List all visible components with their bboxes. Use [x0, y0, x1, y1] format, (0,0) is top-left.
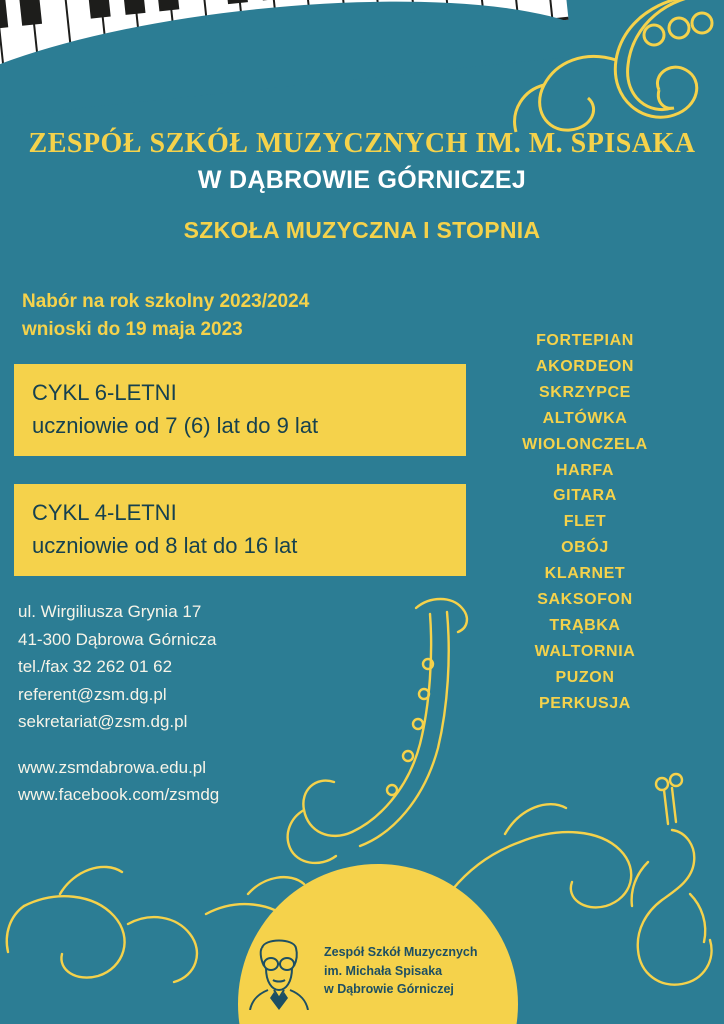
instrument-item: ALTÓWKA	[542, 409, 628, 427]
instrument-item: HARFA	[555, 461, 615, 479]
instrument-item: WALTORNIA	[534, 642, 636, 660]
instrument-item: PUZON	[555, 668, 615, 686]
cycle-box-6-year	[14, 364, 466, 456]
instrument-item: AKORDEON	[535, 357, 635, 375]
contact-email-sekretariat[interactable]: sekretariat@zsm.dg.pl	[18, 712, 188, 732]
recruitment-line2: wnioski do 19 maja 2023	[22, 318, 243, 340]
piano-black-key	[119, 0, 145, 15]
instrument-item: KLARNET	[544, 565, 626, 583]
contact-city: 41-300 Dąbrowa Górnicza	[18, 629, 217, 649]
school-city-line: W DĄBROWIE GÓRNICZEJ	[197, 166, 527, 194]
contact-block	[18, 598, 348, 809]
piano-black-key	[153, 0, 179, 11]
school-level-line: SZKOŁA MUZYCZNA I STOPNIA	[183, 217, 541, 243]
contact-spacer	[18, 736, 348, 754]
instrument-item: GITARA	[553, 487, 617, 505]
logo-line3: w Dąbrowie Górniczej	[324, 982, 454, 997]
instrument-item: FORTEPIAN	[536, 332, 634, 349]
contact-facebook[interactable]: www.facebook.com/zsmdg	[18, 785, 220, 805]
cycle-box-4-year	[14, 484, 466, 576]
instrument-item: WIOLONCZELA	[522, 435, 648, 453]
contact-phone: tel./fax 32 262 01 62	[18, 657, 173, 677]
piano-black-key	[16, 0, 42, 26]
recruitment-note	[22, 288, 442, 343]
instrument-item: FLET	[563, 513, 607, 531]
instrument-item: OBÓJ	[561, 539, 609, 557]
contact-street: ul. Wirgiliusza Grynia 17	[18, 602, 202, 621]
cycle-title: CYKL 6-LETNI	[32, 380, 177, 405]
instrument-item: TRĄBKA	[549, 616, 621, 634]
logo-block	[244, 932, 534, 1010]
recruitment-line1: Nabór na rok szkolny 2023/2024	[22, 291, 310, 312]
cycle-subtitle: uczniowie od 7 (6) lat do 9 lat	[32, 413, 319, 438]
logo-line1: Zespół Szkół Muzycznych	[324, 944, 478, 959]
cycle-subtitle: uczniowie od 8 lat do 16 lat	[32, 533, 298, 558]
piano-black-key	[85, 0, 111, 19]
spisak-portrait-icon	[244, 932, 314, 1010]
logo-text	[324, 943, 478, 999]
instrument-item: SAKSOFON	[537, 591, 633, 609]
instrument-item: SKRZYPCE	[539, 383, 631, 401]
instruments-list	[480, 328, 690, 717]
piano-keyboard-decoration	[0, 0, 572, 119]
contact-email-referent[interactable]: referent@zsm.dg.pl	[18, 684, 167, 704]
logo-line2: im. Michała Spisaka	[324, 963, 443, 978]
instrument-item: PERKUSJA	[539, 694, 631, 712]
contact-website[interactable]: www.zsmdabrowa.edu.pl	[18, 757, 207, 777]
poster-title-block	[0, 128, 724, 244]
cycle-title: CYKL 4-LETNI	[32, 500, 177, 525]
school-name-line1: ZESPÓŁ SZKÓŁ MUZYCZNYCH IM. M. SPISAKA	[28, 128, 696, 159]
